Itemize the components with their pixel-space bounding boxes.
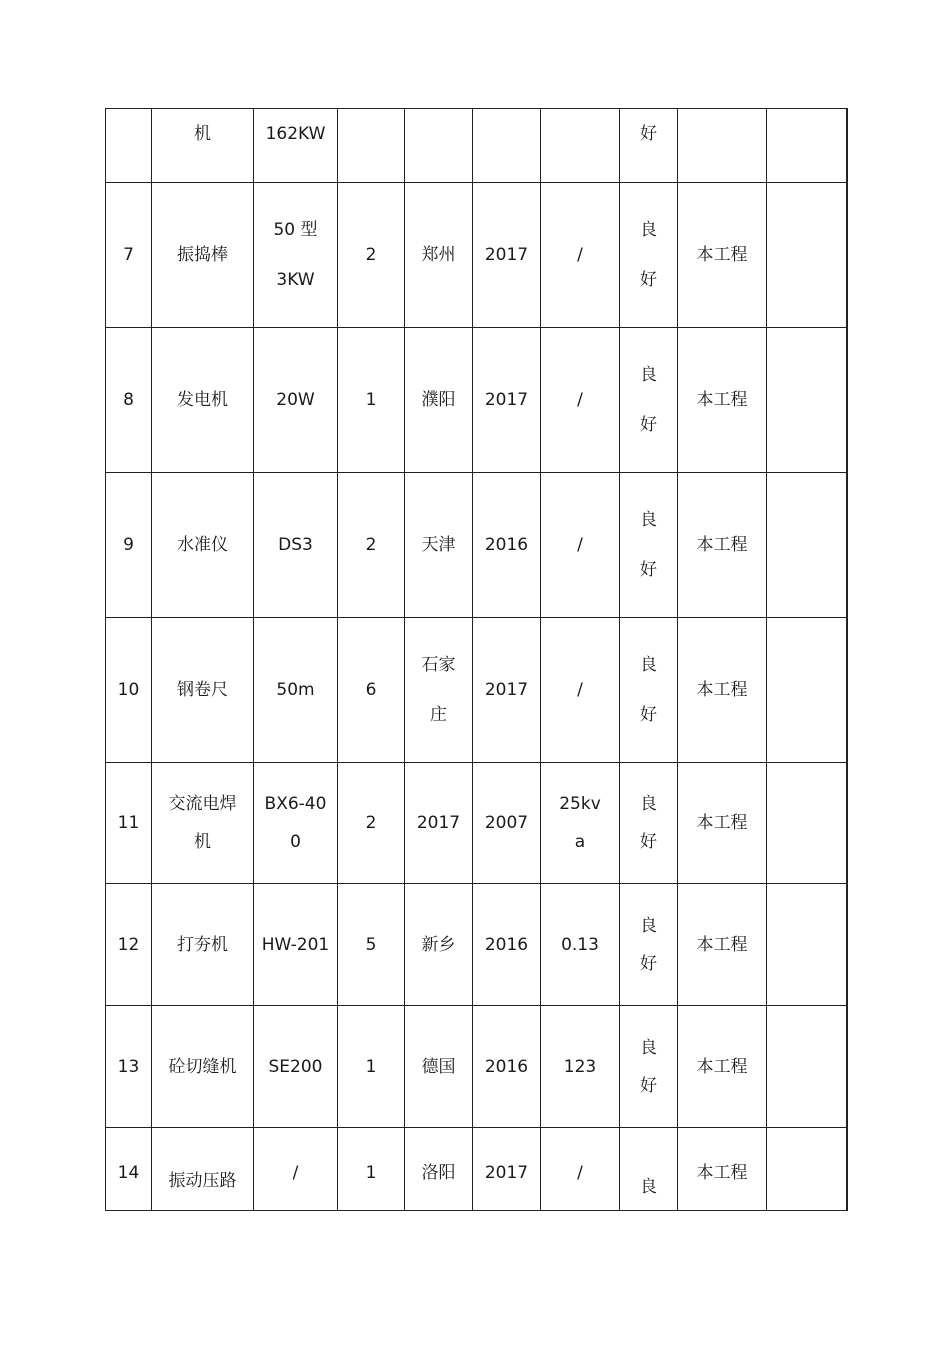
cell-text: 0.13	[561, 934, 599, 955]
cell-text: 2016	[484, 1056, 529, 1077]
cell-text: 机	[194, 124, 211, 144]
cell-remark	[767, 618, 847, 763]
cell-model	[254, 1006, 338, 1128]
cell-model	[254, 109, 338, 183]
cell-location	[678, 884, 767, 1006]
cell-text: 12	[117, 934, 140, 955]
cell-text: 天津	[421, 535, 456, 555]
cell-index	[106, 328, 152, 473]
cell-index	[106, 763, 152, 884]
cell-text: /	[577, 245, 583, 265]
table-row	[106, 1006, 847, 1128]
cell-text: 2017	[484, 680, 529, 700]
cell-name	[152, 618, 254, 763]
cell-name	[152, 1128, 254, 1211]
cell-index	[106, 473, 152, 618]
cell-year	[473, 183, 541, 328]
cell-location	[678, 473, 767, 618]
cell-text: a	[574, 832, 586, 852]
cell-text: 10	[117, 680, 140, 700]
cell-year	[473, 763, 541, 884]
cell-power	[541, 1006, 620, 1128]
cell-origin	[405, 1006, 473, 1128]
cell-origin	[405, 618, 473, 763]
cell-text: 2	[365, 813, 377, 833]
cell-text: 庄	[430, 705, 447, 725]
cell-text: 2	[365, 535, 377, 555]
cell-text: 2016	[484, 535, 529, 555]
cell-condition	[620, 183, 678, 328]
cell-index	[106, 618, 152, 763]
cell-text: /	[577, 390, 583, 410]
cell-text: 6	[365, 680, 377, 700]
cell-index	[106, 1128, 152, 1211]
cell-text: 本工程	[696, 535, 748, 555]
cell-year	[473, 328, 541, 473]
cell-remark	[767, 109, 847, 183]
cell-model	[254, 473, 338, 618]
cell-origin	[405, 763, 473, 884]
cell-text: 郑州	[421, 245, 456, 265]
cell-text: 8	[123, 390, 134, 410]
cell-text: 11	[117, 813, 140, 833]
cell-text: 本工程	[696, 1163, 748, 1183]
cell-text: 2007	[484, 813, 529, 833]
cell-name	[152, 473, 254, 618]
cell-name	[152, 109, 254, 183]
cell-text: 2017	[484, 245, 529, 265]
cell-text: 本工程	[696, 680, 748, 700]
cell-text: 砼切缝机	[168, 1056, 237, 1077]
cell-name	[152, 763, 254, 884]
cell-text: 德国	[421, 1056, 456, 1077]
cell-text: 好	[640, 560, 657, 580]
cell-quantity	[338, 473, 405, 618]
cell-text: 1	[365, 390, 377, 410]
cell-year	[473, 1128, 541, 1211]
cell-model	[254, 763, 338, 884]
cell-remark	[767, 1128, 847, 1211]
cell-text: 本工程	[696, 813, 748, 833]
cell-location	[678, 1006, 767, 1128]
cell-text: SE200	[268, 1056, 323, 1077]
cell-text: 良	[640, 1037, 657, 1058]
cell-quantity	[338, 884, 405, 1006]
cell-text: HW-201	[261, 934, 330, 955]
cell-year	[473, 618, 541, 763]
cell-text: 9	[123, 535, 134, 555]
cell-quantity	[338, 763, 405, 884]
cell-index	[106, 1006, 152, 1128]
cell-power	[541, 1128, 620, 1211]
cell-remark	[767, 884, 847, 1006]
cell-text: 0	[290, 832, 301, 852]
cell-year	[473, 109, 541, 183]
cell-text: 20W	[276, 390, 315, 410]
table-row	[106, 183, 847, 328]
table-row	[106, 328, 847, 473]
cell-power	[541, 473, 620, 618]
cell-index	[106, 109, 152, 183]
cell-model	[254, 328, 338, 473]
table-row	[106, 109, 847, 183]
cell-text: 钢卷尺	[177, 680, 228, 700]
cell-text: 良	[640, 365, 657, 385]
cell-text: 162KW	[265, 124, 326, 144]
cell-condition	[620, 328, 678, 473]
cell-power	[541, 618, 620, 763]
cell-power	[541, 183, 620, 328]
cell-name	[152, 328, 254, 473]
cell-text: 新乡	[421, 934, 456, 955]
cell-remark	[767, 473, 847, 618]
cell-origin	[405, 183, 473, 328]
cell-model	[254, 618, 338, 763]
cell-quantity	[338, 618, 405, 763]
cell-text: 本工程	[696, 390, 748, 410]
cell-text: 好	[640, 124, 657, 144]
cell-text: /	[577, 1163, 583, 1183]
cell-remark	[767, 1006, 847, 1128]
cell-text: 机	[194, 832, 211, 852]
cell-text: DS3	[278, 535, 313, 555]
cell-text: 本工程	[696, 1056, 748, 1077]
cell-quantity	[338, 183, 405, 328]
cell-condition	[620, 473, 678, 618]
cell-index	[106, 183, 152, 328]
cell-text: 石家	[421, 655, 456, 675]
cell-condition	[620, 618, 678, 763]
cell-text: BX6-40	[264, 794, 327, 814]
cell-text: 发电机	[177, 390, 228, 410]
cell-text: 50 型	[273, 220, 318, 240]
cell-text: 14	[117, 1163, 140, 1183]
cell-name	[152, 1006, 254, 1128]
cell-text: /	[577, 535, 583, 555]
cell-text: 1	[365, 1056, 377, 1077]
cell-text: 25kv	[559, 794, 601, 814]
cell-quantity	[338, 1128, 405, 1211]
cell-origin	[405, 1128, 473, 1211]
cell-location	[678, 763, 767, 884]
table-row	[106, 618, 847, 763]
table-row	[106, 763, 847, 884]
cell-text: 50m	[276, 680, 315, 700]
table-row	[106, 473, 847, 618]
cell-text: 13	[117, 1056, 140, 1077]
cell-text: 交流电焊	[168, 794, 237, 814]
cell-text: 好	[640, 1075, 657, 1096]
cell-text: 5	[365, 934, 377, 955]
cell-text: 良	[640, 1177, 657, 1197]
cell-text: /	[577, 680, 583, 700]
cell-text: 2016	[484, 934, 529, 955]
cell-text: 2017	[484, 1163, 529, 1183]
cell-text: 洛阳	[421, 1163, 456, 1183]
cell-text: 1	[365, 1163, 377, 1183]
cell-model	[254, 1128, 338, 1211]
cell-condition	[620, 1128, 678, 1211]
cell-location	[678, 1128, 767, 1211]
cell-text: 濮阳	[421, 390, 456, 410]
cell-name	[152, 183, 254, 328]
cell-condition	[620, 763, 678, 884]
cell-text: 好	[640, 415, 657, 435]
cell-condition	[620, 884, 678, 1006]
cell-text: 良	[640, 655, 657, 675]
cell-power	[541, 884, 620, 1006]
cell-location	[678, 328, 767, 473]
equipment-table	[105, 108, 848, 1211]
cell-text: 好	[640, 705, 657, 725]
cell-text: /	[292, 1163, 299, 1183]
cell-quantity	[338, 1006, 405, 1128]
cell-year	[473, 1006, 541, 1128]
cell-text: 2017	[484, 390, 529, 410]
cell-text: 振捣棒	[177, 245, 228, 265]
cell-name	[152, 884, 254, 1006]
cell-location	[678, 183, 767, 328]
table-row	[106, 1128, 847, 1211]
cell-location	[678, 109, 767, 183]
cell-year	[473, 884, 541, 1006]
cell-origin	[405, 884, 473, 1006]
cell-text: 良	[640, 220, 657, 240]
cell-text: 123	[563, 1056, 597, 1077]
table-body	[106, 109, 847, 1211]
cell-model	[254, 183, 338, 328]
cell-remark	[767, 183, 847, 328]
cell-text: 2017	[416, 813, 461, 833]
cell-index	[106, 884, 152, 1006]
cell-text: 打夯机	[177, 934, 228, 955]
table-row	[106, 884, 847, 1006]
cell-text: 好	[640, 953, 657, 974]
cell-text: 良	[640, 915, 657, 936]
cell-condition	[620, 109, 678, 183]
cell-power	[541, 328, 620, 473]
cell-text: 振动压路	[168, 1171, 237, 1191]
cell-model	[254, 884, 338, 1006]
cell-power	[541, 109, 620, 183]
cell-text: 3KW	[276, 270, 315, 290]
cell-year	[473, 473, 541, 618]
cell-text: 7	[123, 245, 134, 265]
cell-origin	[405, 109, 473, 183]
cell-text: 良	[640, 794, 657, 814]
cell-text: 2	[365, 245, 377, 265]
cell-text: 本工程	[696, 934, 748, 955]
cell-remark	[767, 328, 847, 473]
cell-text: 水准仪	[177, 535, 228, 555]
cell-condition	[620, 1006, 678, 1128]
cell-quantity	[338, 109, 405, 183]
cell-text: 好	[640, 832, 657, 852]
cell-power	[541, 763, 620, 884]
cell-remark	[767, 763, 847, 884]
cell-location	[678, 618, 767, 763]
cell-text: 良	[640, 510, 657, 530]
cell-origin	[405, 328, 473, 473]
cell-quantity	[338, 328, 405, 473]
cell-text: 本工程	[696, 245, 748, 265]
cell-text: 好	[640, 270, 657, 290]
cell-origin	[405, 473, 473, 618]
